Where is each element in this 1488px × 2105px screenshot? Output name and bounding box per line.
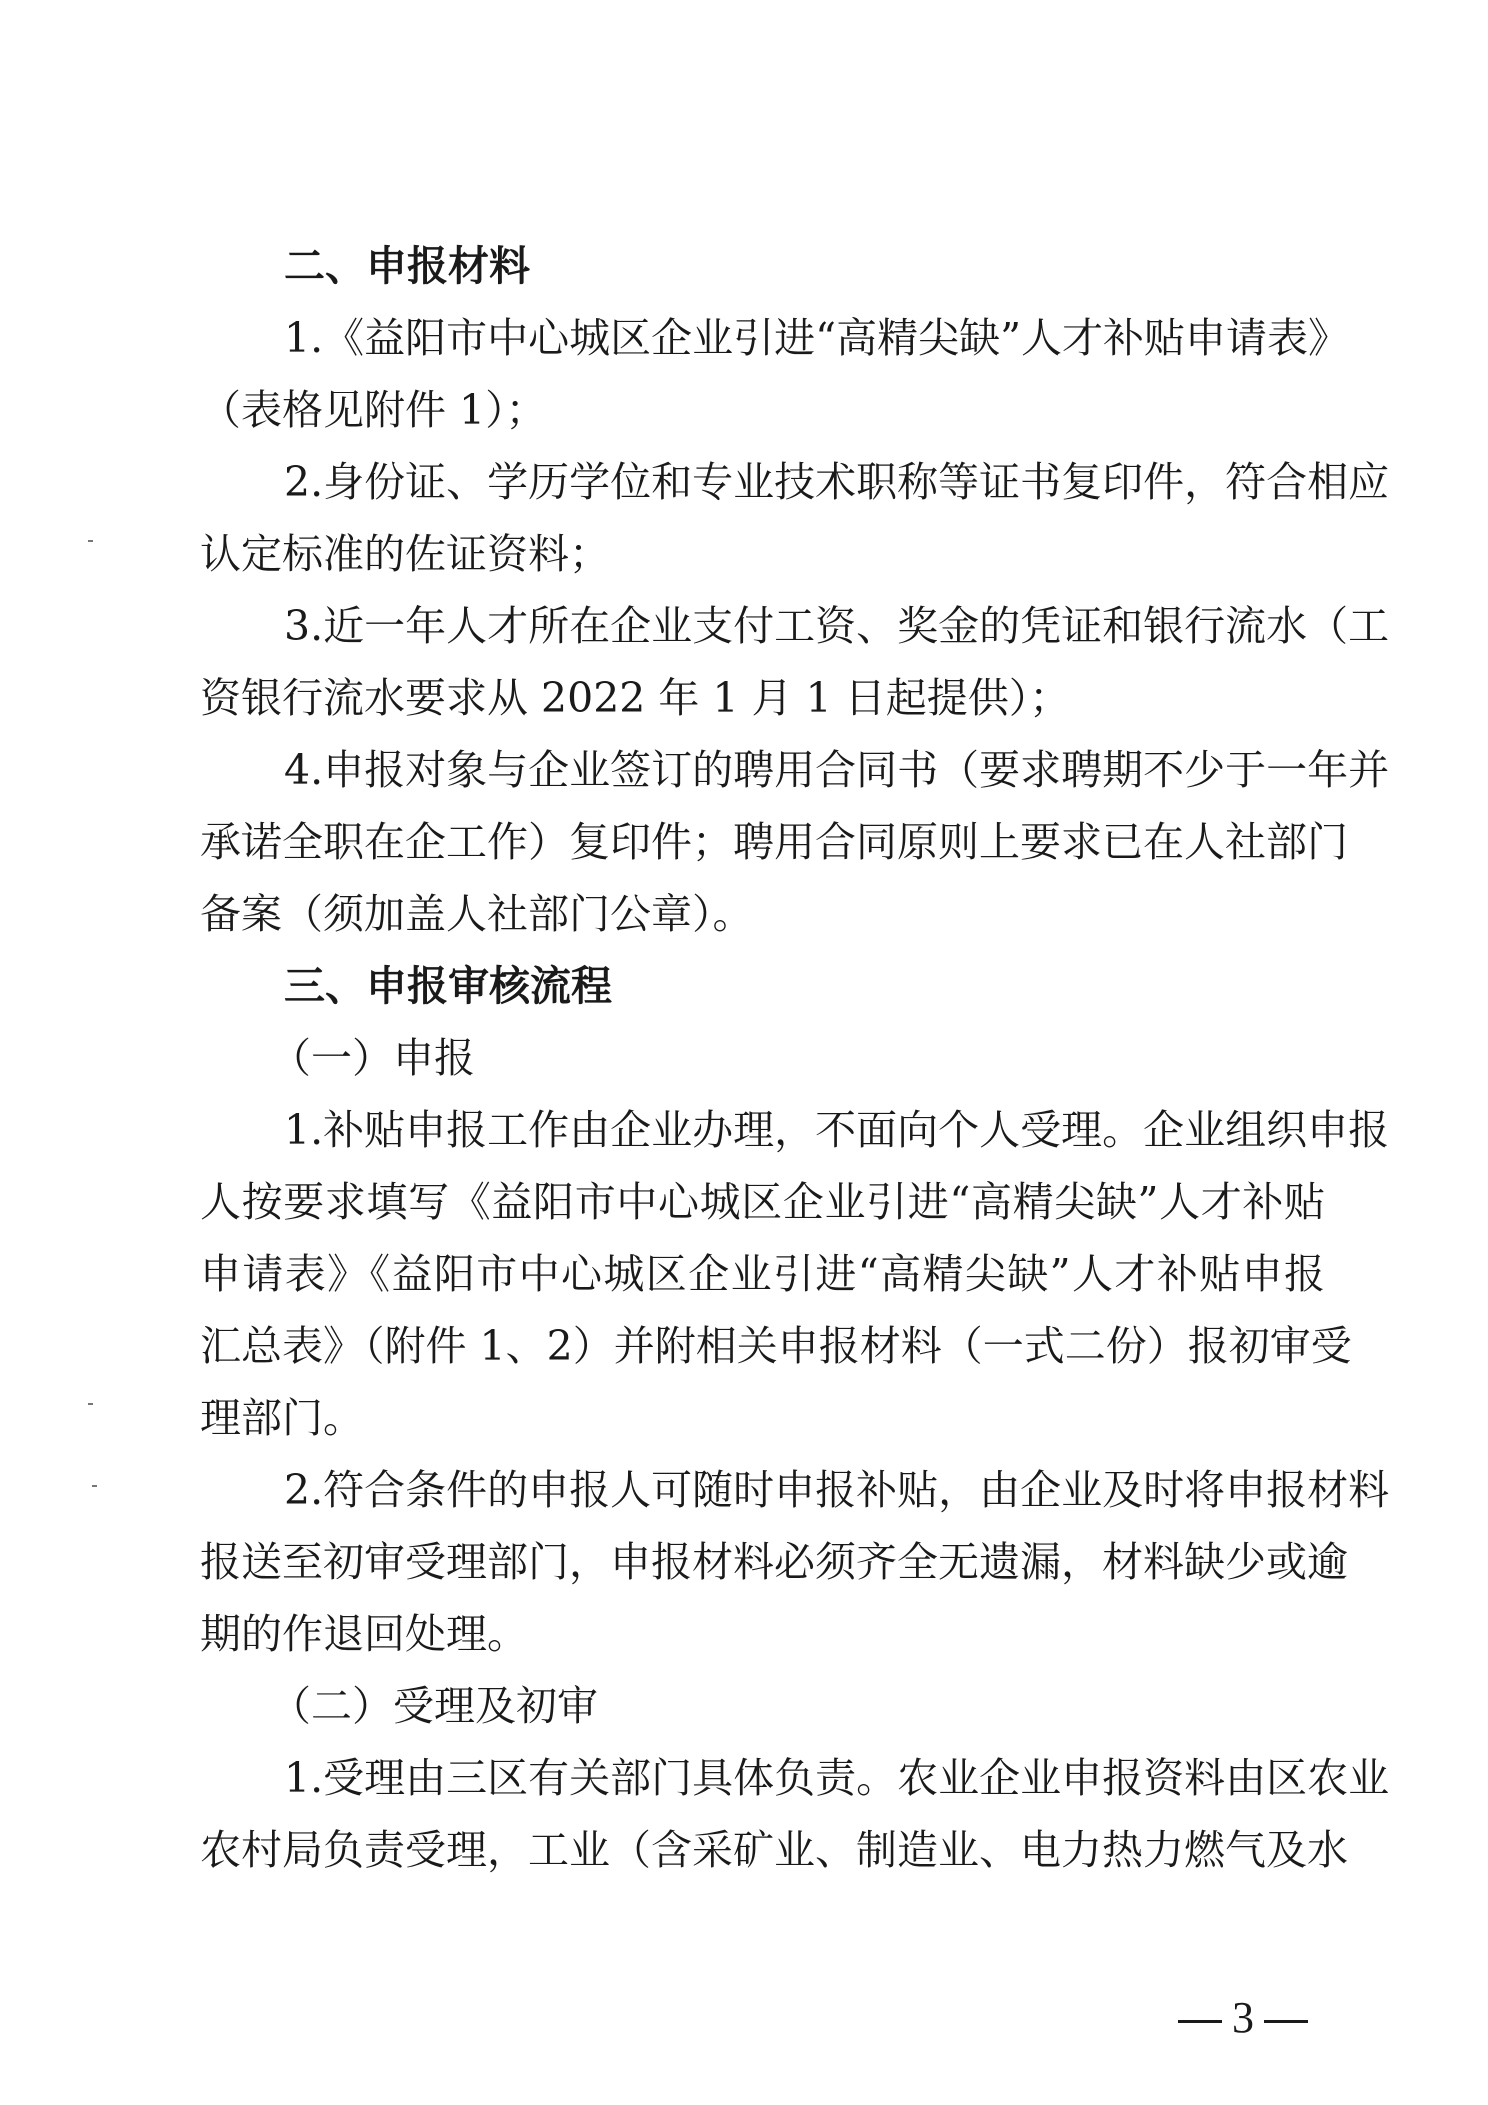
- paragraph-line: 1.受理由三区有关部门具体负责。农业企业申报资料由区农业: [284, 1754, 1390, 1802]
- paragraph-line: 承诺全职在企工作）复印件；聘用合同原则上要求已在人社部门: [200, 818, 1348, 866]
- paragraph-line: 农村局负责受理，工业（含采矿业、制造业、电力热力燃气及水: [200, 1826, 1348, 1874]
- paragraph-line: 报送至初审受理部门，申报材料必须齐全无遗漏，材料缺少或逾: [200, 1538, 1348, 1586]
- section-heading-process: 三、申报审核流程: [284, 962, 612, 1010]
- page-number-value: 3: [1232, 1993, 1254, 2042]
- paragraph-line: 申请表》《益阳市中心城区企业引进“高精尖缺”人才补贴申报: [200, 1250, 1325, 1298]
- paragraph-line: 2.身份证、学历学位和专业技术职称等证书复印件，符合相应: [284, 458, 1390, 506]
- paragraph-line: （表格见附件 1）；: [200, 386, 547, 434]
- scan-speck: [92, 1485, 97, 1487]
- subsection-heading-apply: （一）申报: [270, 1034, 475, 1082]
- paragraph-line: 1.补贴申报工作由企业办理，不面向个人受理。企业组织申报: [284, 1106, 1390, 1154]
- paragraph-line: 2.符合条件的申报人可随时申报补贴，由企业及时将申报材料: [284, 1466, 1390, 1514]
- section-heading-materials: 二、申报材料: [284, 242, 530, 290]
- scan-speck: [88, 1403, 93, 1405]
- paragraph-line: 4.申报对象与企业签订的聘用合同书（要求聘期不少于一年并: [284, 746, 1390, 794]
- paragraph-line: 人按要求填写《益阳市中心城区企业引进“高精尖缺”人才补贴: [200, 1178, 1325, 1226]
- paragraph-line: 理部门。: [200, 1394, 364, 1442]
- paragraph-line: 资银行流水要求从 2022 年 1 月 1 日起提供）；: [200, 674, 1071, 722]
- subsection-heading-review: （二）受理及初审: [270, 1682, 598, 1730]
- paragraph-line: 备案（须加盖人社部门公章）。: [200, 890, 754, 938]
- dash-left: [1178, 2020, 1222, 2023]
- paragraph-line: 认定标准的佐证资料；: [200, 530, 610, 578]
- page-number: [1168, 1990, 1318, 2046]
- scan-speck: [88, 540, 93, 542]
- paragraph-line: 1.《益阳市中心城区企业引进“高精尖缺”人才补贴申请表》: [284, 314, 1350, 362]
- paragraph-line: 期的作退回处理。: [200, 1610, 528, 1658]
- paragraph-line: 汇总表》（附件 1、2）并附相关申报材料（一式二份）报初审受: [200, 1322, 1352, 1370]
- paragraph-line: 3.近一年人才所在企业支付工资、奖金的凭证和银行流水（工: [284, 602, 1390, 650]
- dash-right: [1264, 2020, 1308, 2023]
